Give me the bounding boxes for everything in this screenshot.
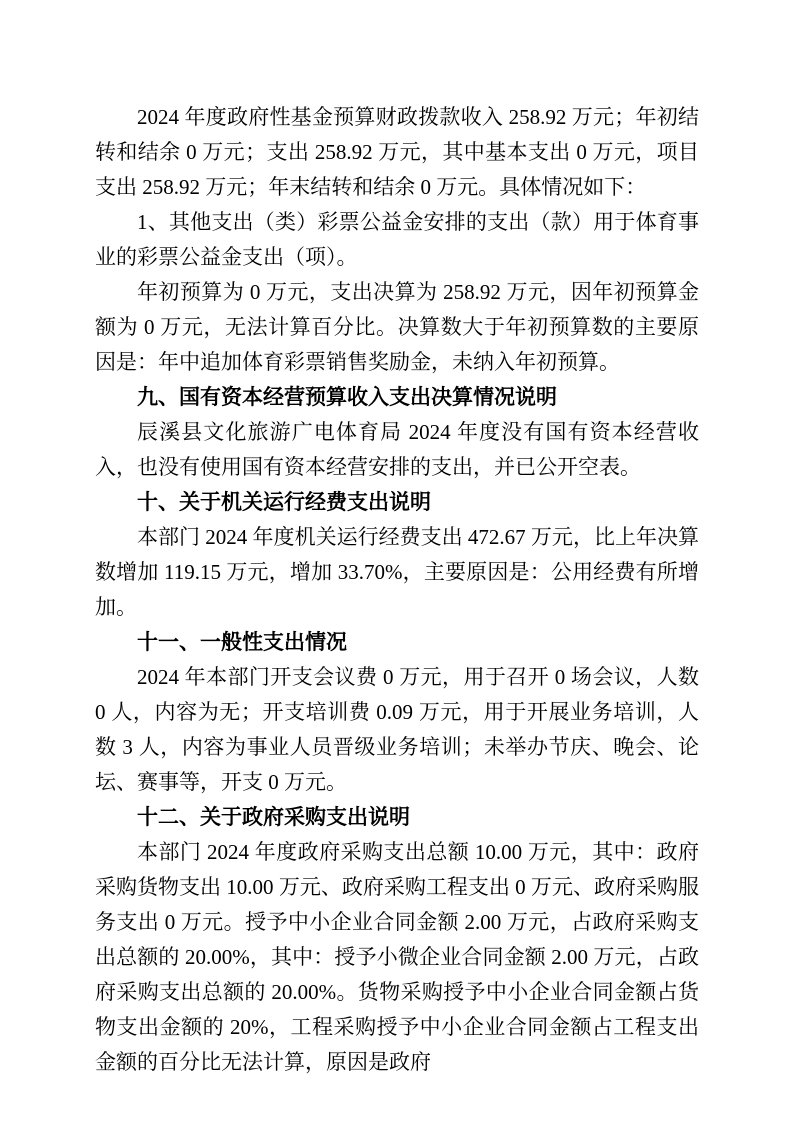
paragraph-gov-procurement-statement: 本部门 2024 年度政府采购支出总额 10.00 万元，其中：政府采购货物支出 10.00 万元、政府采购工程支出 0 万元、政府采购服务支出 0 万元。授予中小企业合同金额 2.00 万元，占政府采购支出总额的 20.00%，其中：授予小微企业合同金额 2.00 万元，占政府采购支出总额的 20.00%。货物采购授予中小企业合同金额占货物支出金额的 20%，工程采购授予中小企业合同金额占工程支出金额的百分比无法计算，原因是政府 <box>95 840 699 1074</box>
section-heading-11-general-expenditure: 十一、一般性支出情况 <box>137 631 347 654</box>
paragraph-state-capital-statement: 辰溪县文化旅游广电体育局 2024 年度没有国有资本经营收入，也没有使用国有资本经营安排的支出，并已公开空表。 <box>95 420 699 479</box>
section-heading-9-state-capital: 九、国有资本经营预算收入支出决算情况说明 <box>137 386 557 409</box>
paragraph-lottery-public-welfare-item: 1、其他支出（类）彩票公益金安排的支出（款）用于体育事业的彩票公益金支出（项）。 <box>95 210 699 269</box>
paragraph-operating-expenses-statement: 本部门 2024 年度机关运行经费支出 472.67 万元，比上年决算数增加 119.15 万元，增加 33.70%，主要原因是：公用经费有所增加。 <box>95 525 699 619</box>
section-heading-12-gov-procurement: 十二、关于政府采购支出说明 <box>137 806 410 829</box>
section-heading-10-operating-expenses: 十、关于机关运行经费支出说明 <box>137 491 431 514</box>
paragraph-gov-fund-budget-summary: 2024 年度政府性基金预算财政拨款收入 258.92 万元；年初结转和结余 0 万元；支出 258.92 万元，其中基本支出 0 万元，项目支出 258.92 万元；年末结转和结余 0 万元。具体情况如下： <box>95 105 699 199</box>
paragraph-general-expenditure-statement: 2024 年本部门开支会议费 0 万元，用于召开 0 场会议，人数 0 人，内容为无；开支培训费 0.09 万元，用于开展业务培训，人数 3 人，内容为事业人员晋级业务培训；未举办节庆、晚会、论坛、赛事等，开支 0 万元。 <box>95 665 699 794</box>
paragraph-budget-vs-final-explanation: 年初预算为 0 万元，支出决算为 258.92 万元，因年初预算金额为 0 万元，无法计算百分比。决算数大于年初预算数的主要原因是：年中追加体育彩票销售奖励金，未纳入年初预算。 <box>95 280 699 374</box>
